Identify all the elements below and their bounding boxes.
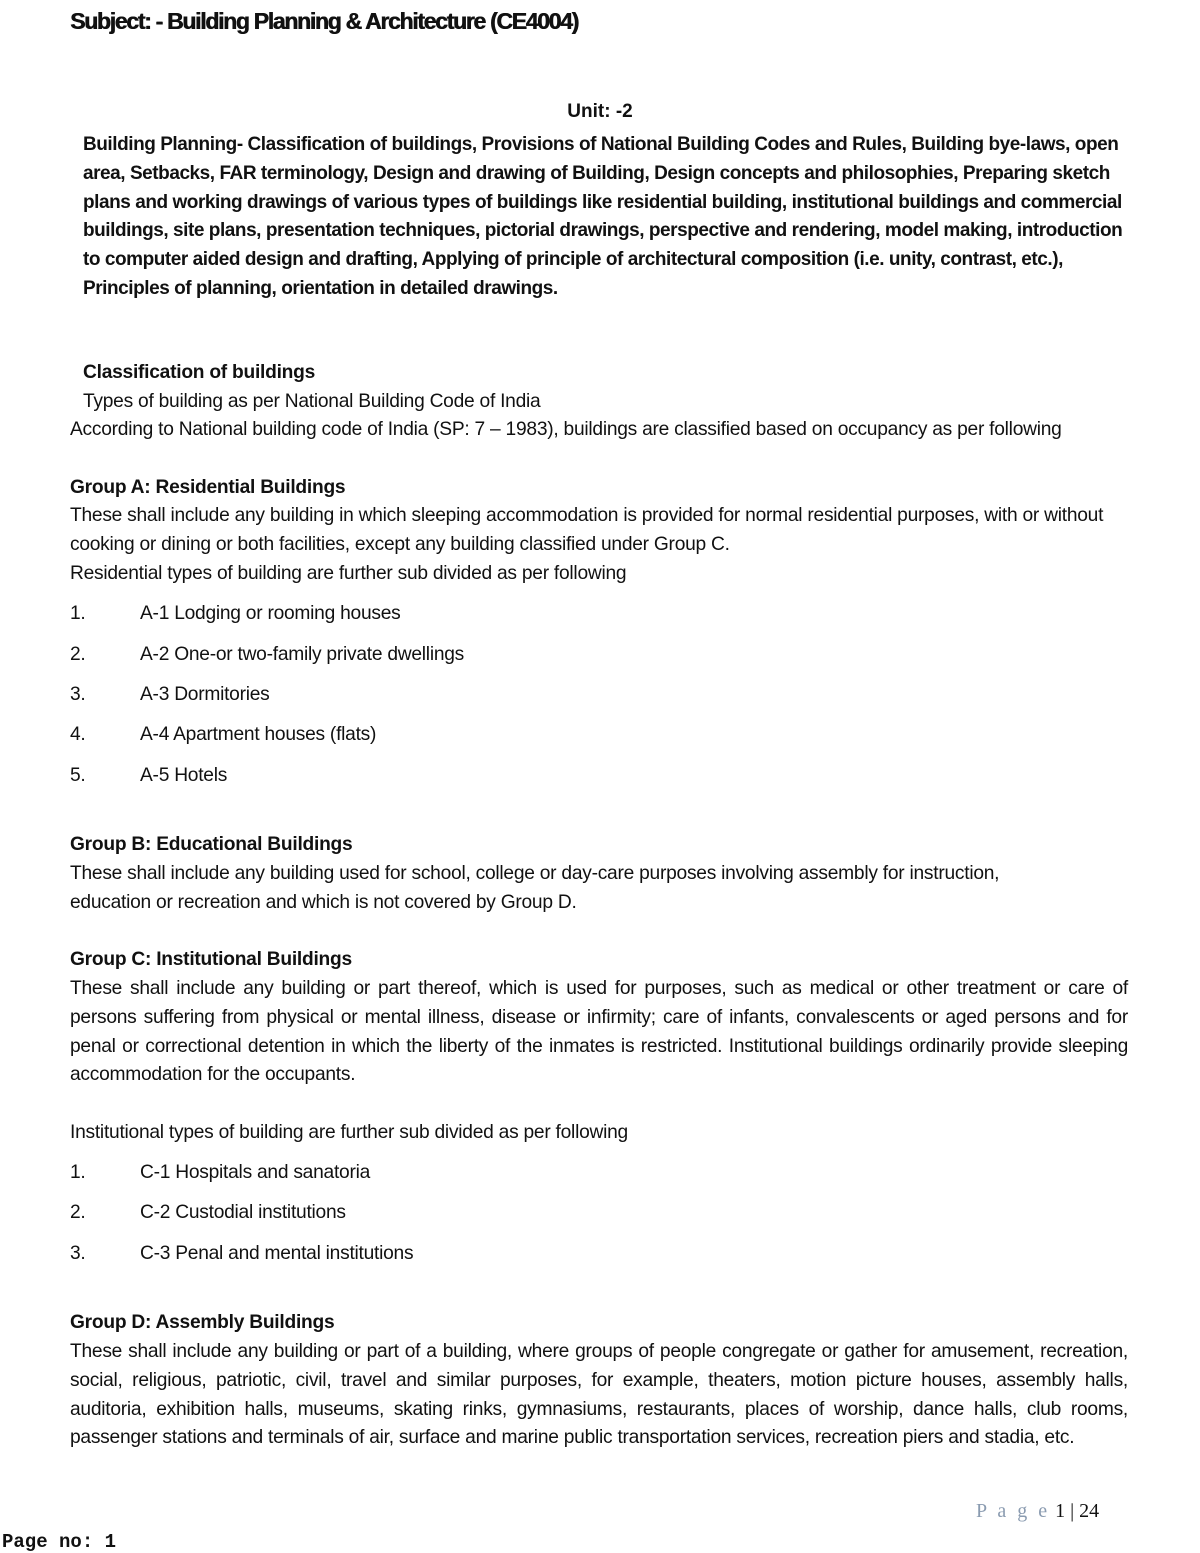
list-item: [70, 641, 464, 669]
list-item: [70, 1199, 346, 1227]
list-item-text: C-1 Hospitals and sanatoria: [140, 1162, 371, 1183]
unit-title: [0, 101, 1200, 123]
unit-title-text: Unit: -2: [567, 101, 633, 122]
list-item: [70, 721, 376, 749]
group-b-heading: Group B: Educational Buildings: [70, 834, 353, 855]
syllabus-paragraph: Building Planning- Classification of buildings, Provisions of National Building Codes and Rules, Building bye-laws, open area, Setbacks, FAR terminology, Design and drawing of Building, Design concepts and philosophies, Preparing sketch plans and working drawings of various types of buildings like residential building, institutional buildings and commercial buildings, site plans, presentation techniques, pictorial drawings, perspective and rendering, model making, introduction to computer aided design and drafting, Applying of principle of architectural composition (i.e. unity, contrast, etc.), Principles of planning, orientation in detailed drawings.: [83, 134, 1123, 299]
list-item-number: 3.: [70, 1243, 86, 1264]
list-item-text: C-3 Penal and mental institutions: [140, 1243, 414, 1264]
list-item-number: 5.: [70, 765, 86, 786]
classification-heading: Classification of buildings: [83, 362, 316, 383]
list-item: [70, 762, 227, 790]
page-number-label: P a g e: [976, 1500, 1051, 1522]
list-item-number: 1.: [70, 603, 86, 624]
classification-subheading: Types of building as per National Building Code of India: [83, 391, 541, 412]
group-c-heading: Group C: Institutional Buildings: [70, 949, 352, 970]
classification-intro: According to National building code of India (SP: 7 – 1983), buildings are classified based on occupancy as per following: [70, 419, 1062, 440]
list-item-number: 1.: [70, 1162, 86, 1183]
list-item-text: A-1 Lodging or rooming houses: [140, 603, 401, 624]
group-a-heading: Group A: Residential Buildings: [70, 477, 346, 498]
list-item: [70, 600, 400, 628]
list-item-text: A-5 Hotels: [140, 765, 228, 786]
list-item-number: 2.: [70, 644, 86, 665]
group-d-text: These shall include any building or part of a building, where groups of people congregate or gather for amusement, recreation, social, religious, patriotic, civil, travel and similar purposes, for example, theaters, motion picture houses, assembly halls, auditoria, exhibition halls, museums, skating rinks, gymnasiums, restaurants, places of worship, dance halls, club rooms, passenger stations and terminals of air, surface and marine public transportation services, recreation piers and stadia, etc.: [70, 1341, 1128, 1449]
list-item: [70, 681, 270, 709]
page-number-value: 1 | 24: [1055, 1500, 1100, 1522]
list-item-number: 4.: [70, 724, 86, 745]
page-number: [976, 1500, 1099, 1523]
group-a-text: These shall include any building in which sleeping accommodation is provided for normal residential purposes, with or without cooking or dining or both facilities, except any building classified under Group C.: [70, 505, 1104, 555]
list-item-text: A-4 Apartment houses (flats): [140, 724, 377, 745]
subject-header: Subject: - Building Planning & Architecture (CE4004): [70, 8, 578, 34]
group-a-subdivided: Residential types of building are further sub divided as per following: [70, 563, 627, 584]
group-d-heading: Group D: Assembly Buildings: [70, 1312, 335, 1333]
list-item-text: C-2 Custodial institutions: [140, 1202, 346, 1223]
list-item-text: A-3 Dormitories: [140, 684, 270, 705]
group-b-text: These shall include any building used for school, college or day-care purposes involving assembly for instruction, education or recreation and which is not covered by Group D.: [70, 863, 1000, 913]
list-item-text: A-2 One-or two-family private dwellings: [140, 644, 465, 665]
list-item-number: 3.: [70, 684, 86, 705]
page-no-footer: Page no: 1: [2, 1531, 117, 1553]
list-item-number: 2.: [70, 1202, 86, 1223]
list-item: [70, 1240, 413, 1268]
group-c-text: These shall include any building or part thereof, which is used for purposes, such as medical or other treatment or care of persons suffering from physical or mental illness, disease or infirmity; care of infants, convalescents or aged persons and for penal or correctional detention in which the liberty of the inmates is restricted. Institutional buildings ordinarily provide sleeping accommodation for the occupants.: [70, 978, 1128, 1086]
list-item: [70, 1159, 370, 1187]
group-c-subdivided: Institutional types of building are further sub divided as per following: [70, 1122, 628, 1143]
